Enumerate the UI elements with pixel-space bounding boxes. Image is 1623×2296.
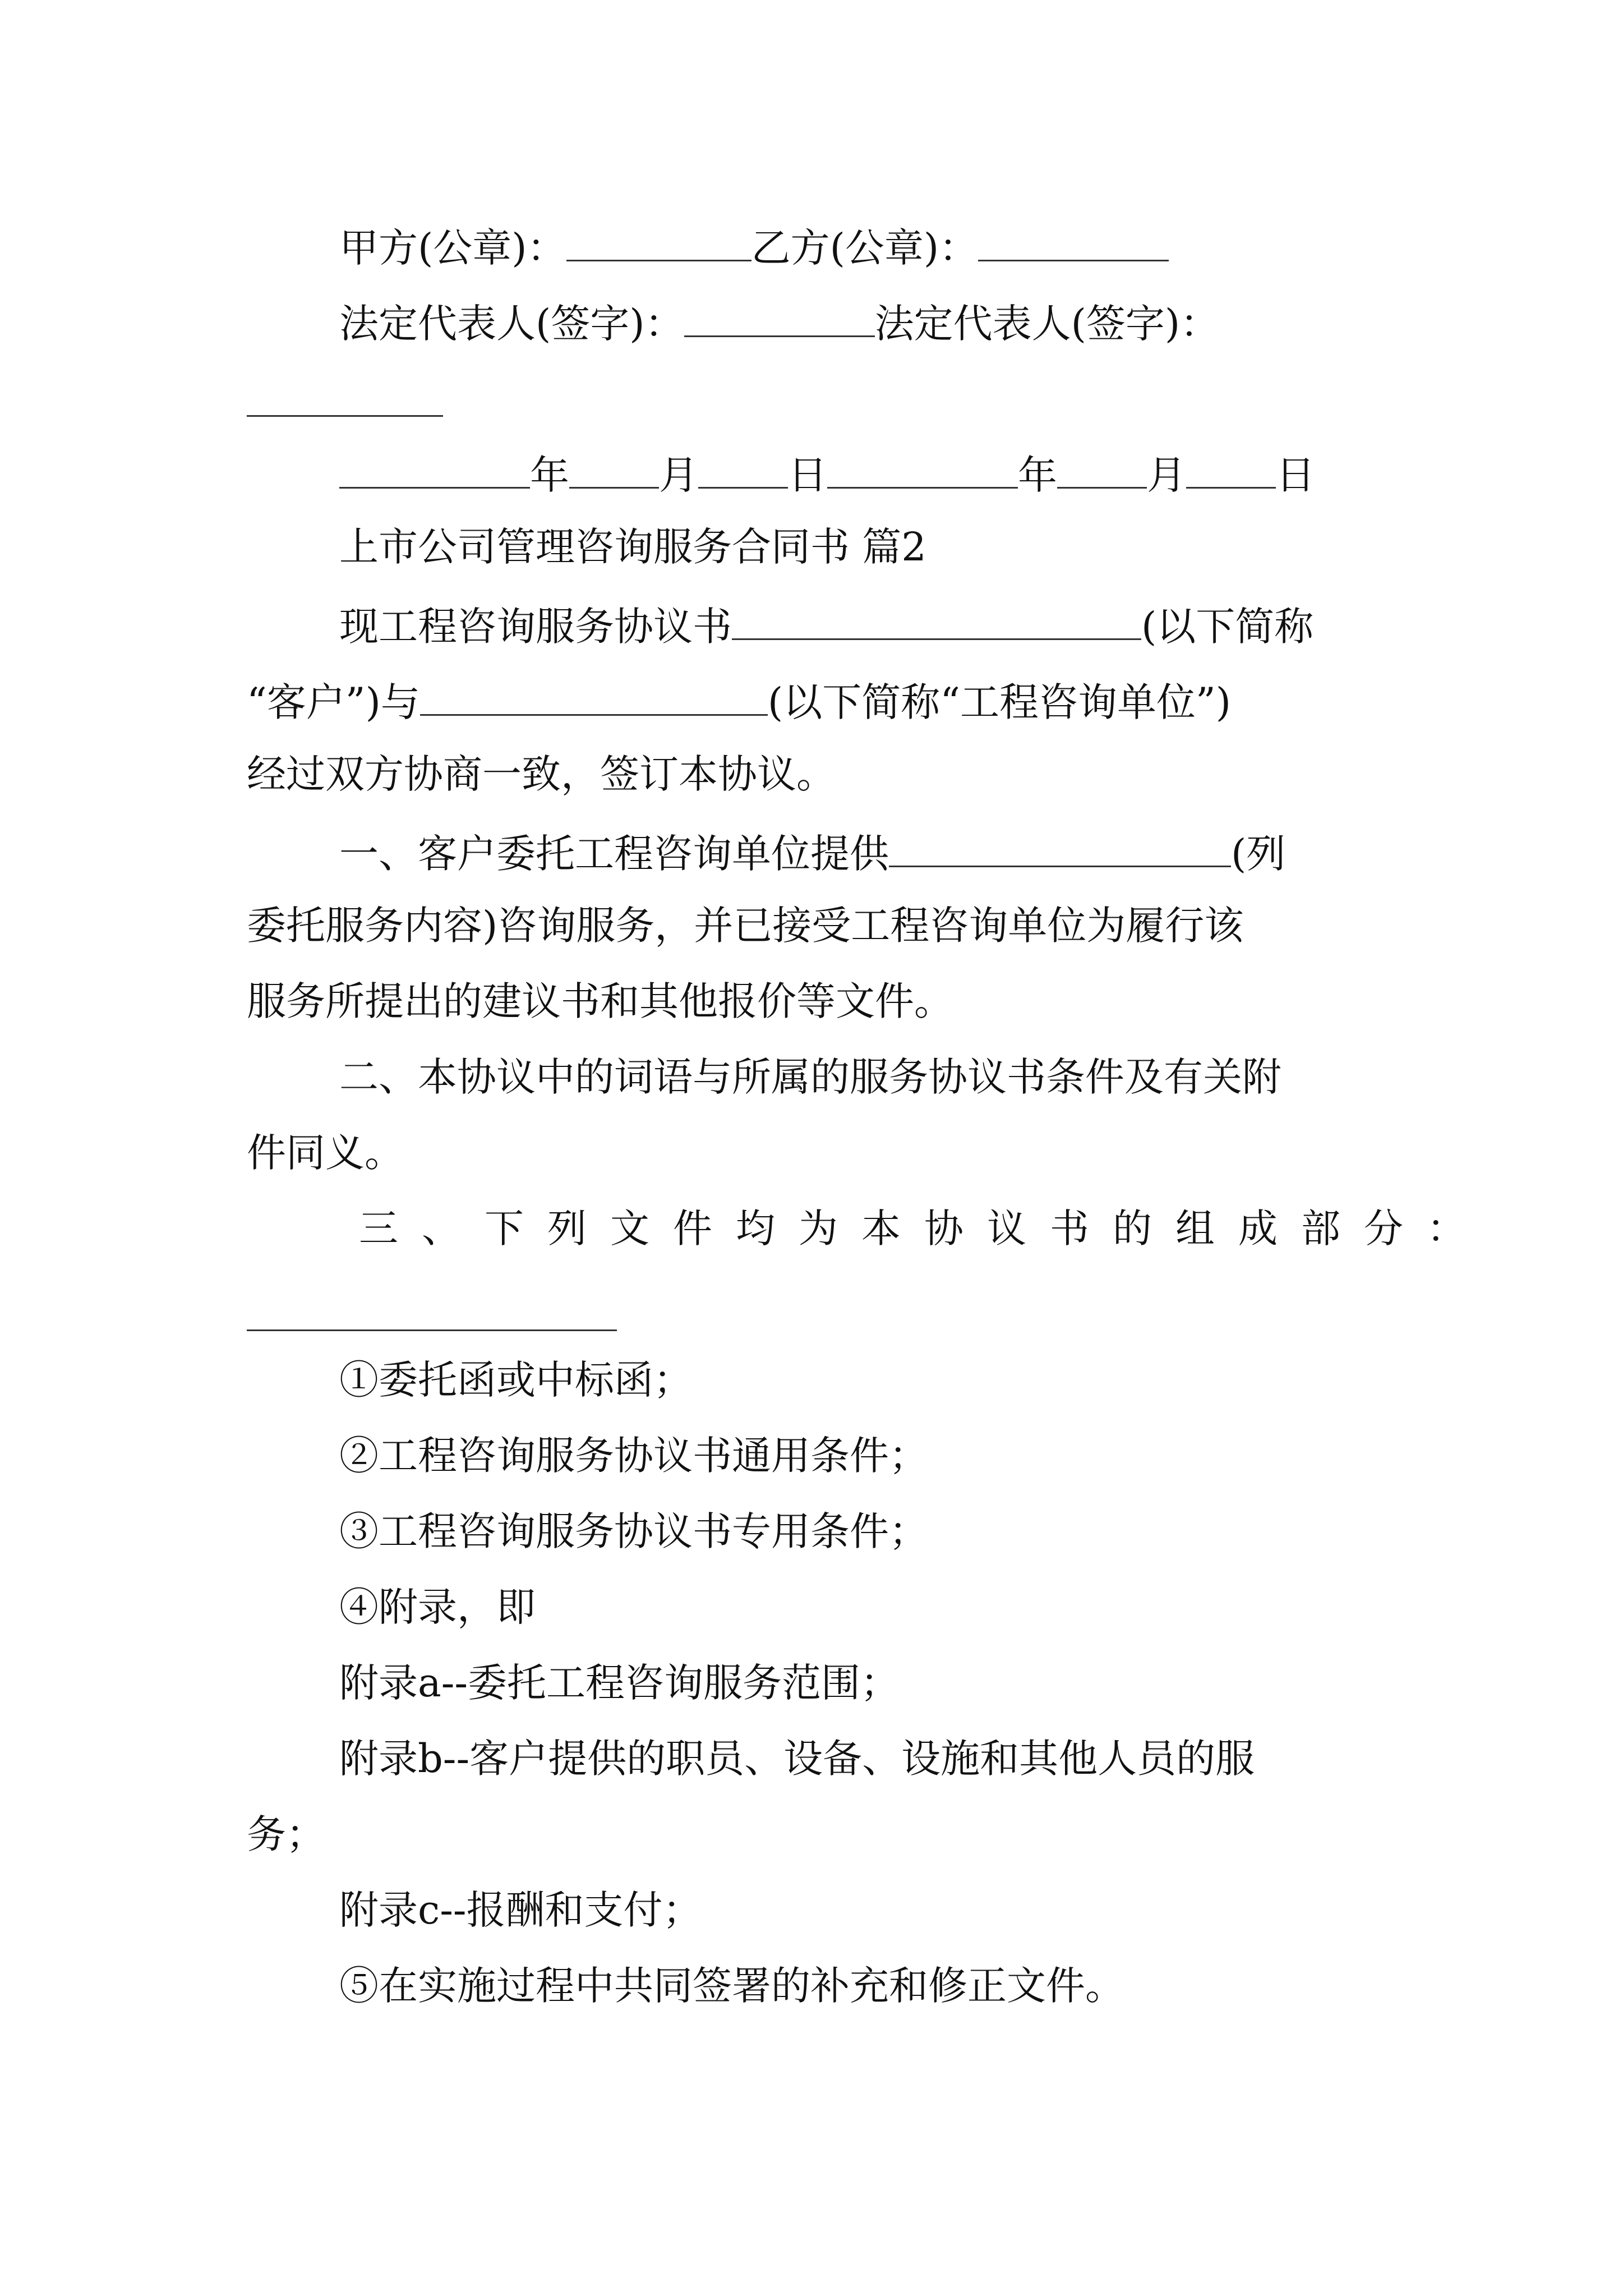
- rep-b-blank: [247, 376, 443, 417]
- party-a-seal-label: 甲方(公章)：: [339, 225, 566, 271]
- party-b-seal-blank: [978, 224, 1169, 261]
- doc-item-4: ④附录，即: [339, 1584, 536, 1630]
- date-line: [339, 452, 1495, 498]
- party-b-seal-label: 乙方(公章)：: [751, 225, 979, 271]
- date-a-day-blank: [698, 452, 788, 489]
- clause1-line-2: 委托服务内容)咨询服务，并已接受工程咨询单位为履行该: [247, 903, 1244, 949]
- clause1-line-3: 服务所提出的建议书和其他报价等文件。: [247, 978, 953, 1024]
- doc-item-2: ②工程咨询服务协议书通用条件；: [339, 1433, 928, 1479]
- clause3-line-1: 三、下列文件均为本协议书的组成部分：: [359, 1205, 1490, 1251]
- service-content-blank: [889, 830, 1231, 867]
- intro-line-3: 经过双方协商一致，签订本协议。: [247, 751, 836, 797]
- rep-a-label: 法定代表人(签字)：: [339, 301, 684, 347]
- intro-text-a: 现工程咨询服务协议书: [339, 604, 732, 650]
- clause1-line-1: [339, 830, 1495, 877]
- date-b-year-blank: [827, 452, 1018, 489]
- date-a-month-blank: [569, 452, 659, 489]
- date-b-month-blank: [1057, 452, 1147, 489]
- date-b-year: 年: [1018, 452, 1057, 498]
- intro-text-d: (以下简称“工程咨询单位”): [767, 679, 1232, 725]
- date-a-year-blank: [339, 452, 530, 489]
- clause3-blank: [247, 1285, 617, 1331]
- intro-line-1: [339, 603, 1495, 650]
- party-a-seal-blank: [566, 224, 751, 261]
- doc-item-5: ⑤在实施过程中共同签署的补充和修正文件。: [339, 1963, 1124, 2009]
- clause1-text-a: 一、客户委托工程咨询单位提供: [339, 831, 889, 877]
- representative-line: [339, 300, 1495, 347]
- date-b-day: 日: [1276, 452, 1315, 498]
- date-b-day-blank: [1186, 452, 1276, 489]
- clause1-text-b: (列: [1231, 831, 1286, 877]
- date-a-year: 年: [530, 452, 569, 498]
- appendix-b-line-1: 附录b--客户提供的职员、设备、设施和其他人员的服: [339, 1736, 1255, 1782]
- appendix-c: 附录c--报酬和支付；: [339, 1887, 702, 1933]
- doc-item-3: ③工程咨询服务协议书专用条件；: [339, 1508, 928, 1554]
- clause2-line-2: 件同义。: [247, 1130, 404, 1176]
- clause2-line-1: 二、本协议中的词语与所属的服务协议书条件及有关附: [339, 1054, 1281, 1100]
- seal-line: [339, 224, 1495, 271]
- consultant-name-blank: [420, 679, 768, 716]
- rep-a-blank: [684, 300, 875, 337]
- intro-text-c: “客户”)与: [247, 679, 420, 725]
- intro-line-2: [247, 679, 1402, 725]
- date-a-month: 月: [659, 452, 698, 498]
- rep-b-label: 法定代表人(签字)：: [874, 301, 1220, 347]
- date-b-month: 月: [1147, 452, 1186, 498]
- client-name-blank: [732, 603, 1141, 640]
- appendix-b-line-2: 务；: [247, 1811, 325, 1857]
- doc-item-1: ①委托函或中标函；: [339, 1357, 693, 1403]
- section-title: 上市公司管理咨询服务合同书 篇2: [339, 524, 926, 570]
- appendix-a: 附录a--委托工程咨询服务范围；: [339, 1660, 900, 1706]
- intro-text-b: (以下简称: [1141, 604, 1314, 650]
- date-a-day: 日: [788, 452, 827, 498]
